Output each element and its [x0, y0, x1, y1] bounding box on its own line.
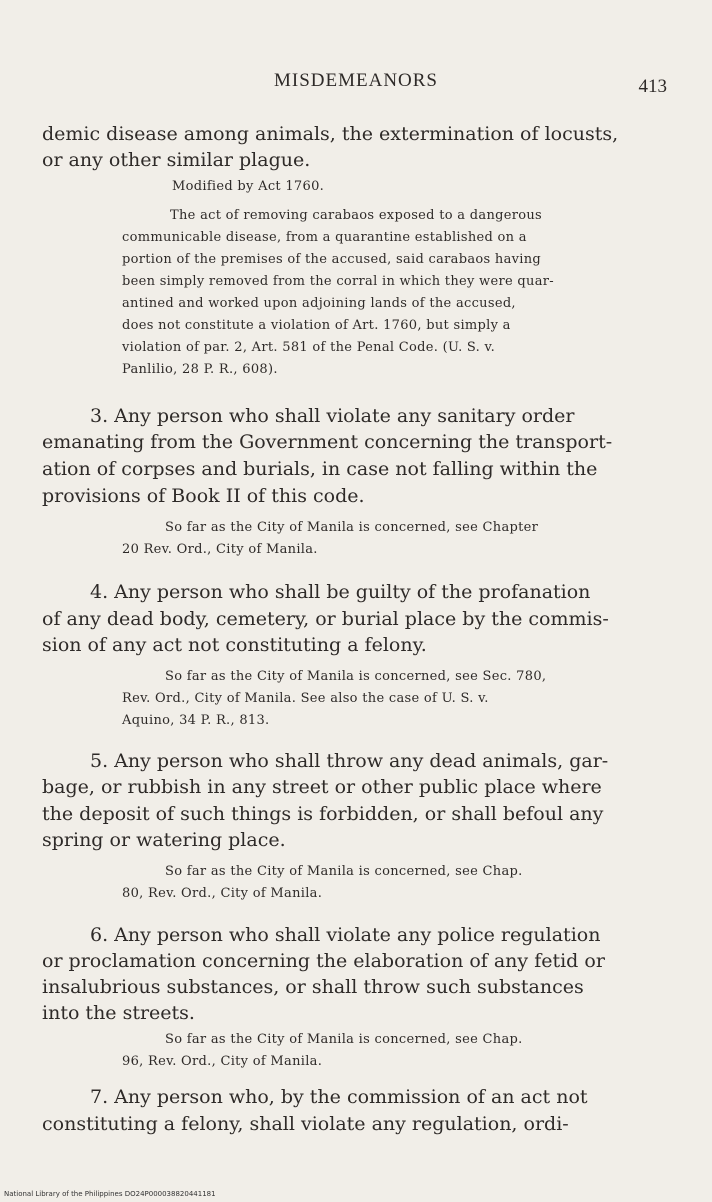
- running-title: MISDEMEANORS: [273, 70, 439, 91]
- text-line: provisions of Book II of this code.: [42, 485, 365, 507]
- scan-footer: National Library of the Philippines DO24P000038820441181: [4, 1190, 216, 1198]
- note-line: Modified by Act 1760.: [172, 179, 325, 194]
- text-line: or proclamation concerning the elaboration of any fetid or: [42, 950, 605, 972]
- note-line: antined and worked upon adjoining lands of the accused,: [122, 296, 516, 311]
- note-line: So far as the City of Manila is concerned, see Chap.: [165, 864, 523, 879]
- text-line: 4. Any person who shall be guilty of the profanation: [90, 581, 591, 603]
- note-line: been simply removed from the corral in which they were quar-: [122, 274, 554, 289]
- text-line: or any other similar plague.: [42, 149, 311, 171]
- text-line: spring or watering place.: [42, 829, 286, 851]
- note-line: 96, Rev. Ord., City of Manila.: [122, 1054, 323, 1069]
- text-line: of any dead body, cemetery, or burial place by the commis-: [42, 608, 609, 630]
- note-line: portion of the premises of the accused, said carabaos having: [122, 252, 542, 267]
- text-line: demic disease among animals, the extermination of locusts,: [42, 123, 619, 145]
- text-line: 7. Any person who, by the commission of an act not: [90, 1086, 588, 1108]
- text-line: insalubrious substances, or shall throw such substances: [42, 976, 584, 998]
- note-line: So far as the City of Manila is concerned, see Chapter: [165, 520, 539, 535]
- note-line: 20 Rev. Ord., City of Manila.: [122, 542, 318, 557]
- text-line: ation of corpses and burials, in case not falling within the: [42, 458, 598, 480]
- note-line: So far as the City of Manila is concerned, see Sec. 780,: [165, 669, 547, 684]
- page-number: 413: [638, 76, 667, 97]
- note-line: The act of removing carabaos exposed to a dangerous: [170, 208, 543, 223]
- text-line: bage, or rubbish in any street or other public place where: [42, 776, 602, 798]
- text-line: 5. Any person who shall throw any dead animals, gar-: [90, 750, 609, 772]
- text-line: 6. Any person who shall violate any police regulation: [90, 924, 601, 946]
- note-line: Panlilio, 28 P. R., 608).: [122, 362, 278, 377]
- text-line: into the streets.: [42, 1002, 195, 1024]
- note-line: violation of par. 2, Art. 581 of the Penal Code. (U. S. v.: [122, 340, 496, 355]
- text-line: emanating from the Government concerning the transport-: [42, 431, 613, 453]
- text-line: constituting a felony, shall violate any regulation, ordi-: [42, 1113, 569, 1135]
- text-line: the deposit of such things is forbidden, or shall befoul any: [42, 803, 604, 825]
- note-line: communicable disease, from a quarantine established on a: [122, 230, 527, 245]
- text-line: sion of any act not constituting a felony.: [42, 634, 427, 656]
- note-line: So far as the City of Manila is concerned, see Chap.: [165, 1032, 523, 1047]
- note-line: Rev. Ord., City of Manila. See also the case of U. S. v.: [122, 691, 489, 706]
- note-line: 80, Rev. Ord., City of Manila.: [122, 886, 323, 901]
- note-line: does not constitute a violation of Art. 1760, but simply a: [122, 318, 511, 333]
- text-line: 3. Any person who shall violate any sanitary order: [90, 405, 575, 427]
- note-line: Aquino, 34 P. R., 813.: [122, 713, 270, 728]
